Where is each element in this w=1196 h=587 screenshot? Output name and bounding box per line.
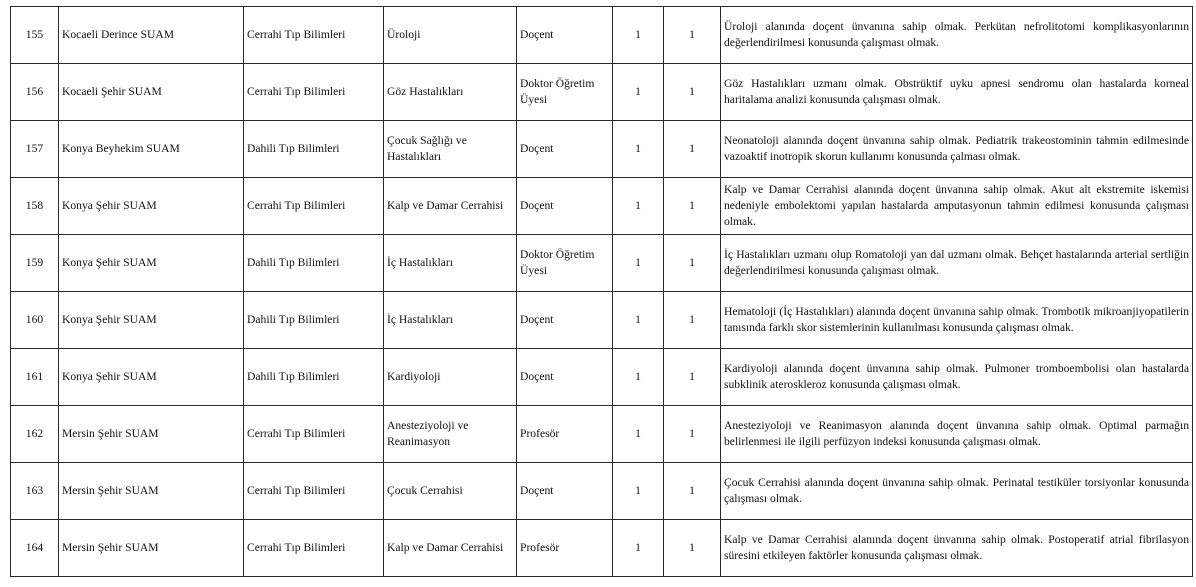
quota-cell: 1: [613, 406, 664, 463]
description-cell: İç Hastalıkları uzmanı olup Romatoloji yan dal uzmanı olmak. Behçet hastalarında arterial sertliğin değerlendirilmesi konusunda çalışması olmak.: [721, 235, 1193, 292]
title-cell: Doktor Öğretim Üyesi: [517, 64, 613, 121]
table-row: [11, 178, 1193, 235]
table-row: [11, 235, 1193, 292]
department-cell: Cerrahi Tıp Bilimleri: [244, 463, 384, 520]
hospital-cell: Konya Şehir SUAM: [59, 235, 244, 292]
hospital-cell: Konya Şehir SUAM: [59, 178, 244, 235]
hospital-cell: Kocaeli Şehir SUAM: [59, 64, 244, 121]
quota-cell: 1: [613, 7, 664, 64]
department-cell: Cerrahi Tıp Bilimleri: [244, 178, 384, 235]
table-row: [11, 406, 1193, 463]
hospital-cell: Kocaeli Derince SUAM: [59, 7, 244, 64]
branch-cell: Göz Hastalıkları: [384, 64, 517, 121]
row-number: 160: [11, 292, 59, 349]
quota-cell: 1: [664, 64, 721, 121]
table-row: [11, 463, 1193, 520]
row-number: 158: [11, 178, 59, 235]
quota-cell: 1: [664, 349, 721, 406]
row-number: 159: [11, 235, 59, 292]
row-number: 162: [11, 406, 59, 463]
row-number: 157: [11, 121, 59, 178]
branch-cell: İç Hastalıkları: [384, 292, 517, 349]
description-cell: Göz Hastalıkları uzmanı olmak. Obstrüktif uyku apnesi sendromu olan hastalarda korneal haritalama analizi konusunda çalışması olmak.: [721, 64, 1193, 121]
description-cell: Kardiyoloji alanında doçent ünvanına sahip olmak. Pulmoner tromboembolisi olan hastalarda subklinik ateroskleroz konusunda çalışması olmak.: [721, 349, 1193, 406]
title-cell: Doçent: [517, 463, 613, 520]
quota-cell: 1: [613, 121, 664, 178]
quota-cell: 1: [664, 7, 721, 64]
quota-cell: 1: [664, 520, 721, 577]
description-cell: Kalp ve Damar Cerrahisi alanında doçent ünvanına sahip olmak. Akut alt ekstremite iskemisi nedeniyle embolektomi yapılan hastalarda amputasyonun tahmin edilmesi konusunda çalışması olmak.: [721, 178, 1193, 235]
description-cell: Kalp ve Damar Cerrahisi alanında doçent ünvanına sahip olmak. Postoperatif atrial fibrilasyon süresini etkileyen faktörler konusunda çalışması olmak.: [721, 520, 1193, 577]
table-row: [11, 349, 1193, 406]
title-cell: Doçent: [517, 178, 613, 235]
branch-cell: Anesteziyoloji ve Reanimasyon: [384, 406, 517, 463]
row-number: 161: [11, 349, 59, 406]
quota-cell: 1: [664, 178, 721, 235]
row-number: 163: [11, 463, 59, 520]
quota-cell: 1: [613, 349, 664, 406]
hospital-cell: Mersin Şehir SUAM: [59, 463, 244, 520]
table-body: [11, 7, 1193, 577]
description-cell: Hematoloji (İç Hastalıkları) alanında doçent ünvanına sahip olmak. Trombotik mikroanjiyopatilerin tanısında farklı skor sistemlerinin kullanılması konusunda çalışması olmak.: [721, 292, 1193, 349]
hospital-cell: Konya Şehir SUAM: [59, 292, 244, 349]
quota-cell: 1: [613, 463, 664, 520]
branch-cell: Kardiyoloji: [384, 349, 517, 406]
hospital-cell: Konya Şehir SUAM: [59, 349, 244, 406]
quota-cell: 1: [664, 406, 721, 463]
title-cell: Doçent: [517, 121, 613, 178]
title-cell: Profesör: [517, 406, 613, 463]
table-row: [11, 121, 1193, 178]
branch-cell: Kalp ve Damar Cerrahisi: [384, 178, 517, 235]
table-row: [11, 292, 1193, 349]
quota-cell: 1: [613, 235, 664, 292]
row-number: 164: [11, 520, 59, 577]
department-cell: Dahili Tıp Bilimleri: [244, 349, 384, 406]
branch-cell: Üroloji: [384, 7, 517, 64]
title-cell: Doçent: [517, 292, 613, 349]
department-cell: Dahili Tıp Bilimleri: [244, 292, 384, 349]
department-cell: Cerrahi Tıp Bilimleri: [244, 406, 384, 463]
quota-cell: 1: [664, 235, 721, 292]
title-cell: Doktor Öğretim Üyesi: [517, 235, 613, 292]
hospital-cell: Mersin Şehir SUAM: [59, 406, 244, 463]
department-cell: Cerrahi Tıp Bilimleri: [244, 64, 384, 121]
quota-cell: 1: [613, 520, 664, 577]
department-cell: Dahili Tıp Bilimleri: [244, 235, 384, 292]
branch-cell: İç Hastalıkları: [384, 235, 517, 292]
title-cell: Doçent: [517, 7, 613, 64]
description-cell: Çocuk Cerrahisi alanında doçent ünvanına sahip olmak. Perinatal testiküler torsiyonlar konusunda çalışması olmak.: [721, 463, 1193, 520]
table-row: [11, 7, 1193, 64]
quota-cell: 1: [664, 121, 721, 178]
department-cell: Cerrahi Tıp Bilimleri: [244, 520, 384, 577]
branch-cell: Kalp ve Damar Cerrahisi: [384, 520, 517, 577]
branch-cell: Çocuk Cerrahisi: [384, 463, 517, 520]
department-cell: Dahili Tıp Bilimleri: [244, 121, 384, 178]
hospital-cell: Mersin Şehir SUAM: [59, 520, 244, 577]
branch-cell: Çocuk Sağlığı ve Hastalıkları: [384, 121, 517, 178]
description-cell: Anesteziyoloji ve Reanimasyon alanında doçent ünvanına sahip olmak. Optimal parmağın belirlenmesi ile ilgili perfüzyon indeksi konusunda çalışması olmak.: [721, 406, 1193, 463]
description-cell: Neonatoloji alanında doçent ünvanına sahip olmak. Pediatrik trakeostominin tahmin edilmesinde vazoaktif inotropik skorun kullanımı konusunda çalması olmak.: [721, 121, 1193, 178]
quota-cell: 1: [613, 292, 664, 349]
quota-cell: 1: [664, 292, 721, 349]
quota-cell: 1: [664, 463, 721, 520]
row-number: 155: [11, 7, 59, 64]
description-cell: Üroloji alanında doçent ünvanına sahip olmak. Perkütan nefrolitotomi komplikasyonlarının değerlendirilmesi konusunda çalışması olmak.: [721, 7, 1193, 64]
department-cell: Cerrahi Tıp Bilimleri: [244, 7, 384, 64]
title-cell: Profesör: [517, 520, 613, 577]
position-table: [10, 6, 1193, 577]
title-cell: Doçent: [517, 349, 613, 406]
row-number: 156: [11, 64, 59, 121]
table-row: [11, 64, 1193, 121]
table-row: [11, 520, 1193, 577]
quota-cell: 1: [613, 178, 664, 235]
quota-cell: 1: [613, 64, 664, 121]
hospital-cell: Konya Beyhekim SUAM: [59, 121, 244, 178]
